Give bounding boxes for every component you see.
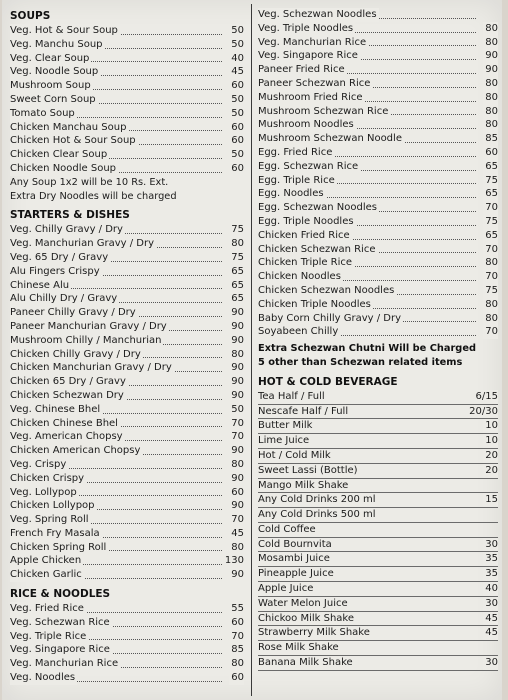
soups-note-2: Extra Dry Noodles will be charged <box>10 190 177 202</box>
menu-item-price: 50 <box>231 149 244 161</box>
menu-item-name: Chicken Manchau Soup <box>10 121 127 133</box>
menu-item-name: Veg. Spring Roll <box>10 514 89 526</box>
menu-item-name: Veg. Manchurian Rice <box>258 36 367 48</box>
menu-item <box>10 657 244 671</box>
menu-item-name: French Fry Masala <box>10 527 100 539</box>
menu-item-name: Chicken Schezwan Dry <box>10 389 124 401</box>
menu-item-price: 35 <box>485 568 498 580</box>
menu-item-name: Rose Milk Shake <box>258 642 339 654</box>
menu-item-price: 15 <box>485 494 498 506</box>
menu-item-price: 70 <box>231 431 244 443</box>
menu-item <box>258 449 498 464</box>
menu-item-name: Mushroom Chilly / Manchurian <box>10 334 162 346</box>
menu-item-name: Veg. Triple Rice <box>10 630 87 642</box>
menu-item-name: Butter Milk <box>258 420 313 432</box>
menu-item-price: 80 <box>485 105 498 117</box>
menu-item <box>258 243 498 257</box>
menu-item-name: Paneer Fried Rice <box>258 64 345 76</box>
menu-item-price: 60 <box>231 135 244 147</box>
menu-item-price: 50 <box>231 93 244 105</box>
menu-item-price: 90 <box>231 500 244 512</box>
soups-list <box>10 24 244 176</box>
menu-item <box>10 65 244 79</box>
menu-item-price: 50 <box>231 25 244 36</box>
menu-item-price: 80 <box>485 298 498 310</box>
menu-item <box>258 118 498 132</box>
menu-item <box>258 201 498 215</box>
menu-item <box>10 334 244 348</box>
menu-item-price: 60 <box>485 146 498 158</box>
menu-item-name: Chicken Triple Rice <box>258 257 353 269</box>
menu-item-price: 70 <box>485 326 498 338</box>
menu-item-name: Chicken Hot & Sour Soup <box>10 135 136 147</box>
menu-item-price: 70 <box>231 514 244 526</box>
menu-item-price: 85 <box>485 133 498 145</box>
menu-item-price: 50 <box>231 38 244 50</box>
menu-item-name: Egg. Schezwan Rice <box>258 160 359 172</box>
menu-item-name: Veg. Singapore Rice <box>258 50 358 62</box>
menu-item-name: Egg. Schezwan Noodles <box>258 202 377 214</box>
menu-item <box>10 616 244 630</box>
menu-item <box>10 79 244 93</box>
menu-item-price: 65 <box>485 188 498 200</box>
menu-item-price: 90 <box>231 445 244 457</box>
menu-item-price: 75 <box>485 284 498 296</box>
menu-item-name: Cold Coffee <box>258 523 316 535</box>
menu-item-price: 65 <box>485 160 498 172</box>
menu-item <box>258 77 498 91</box>
menu-item-price: 60 <box>231 616 244 628</box>
menu-item <box>258 105 498 119</box>
menu-item <box>258 656 498 671</box>
menu-item-price: 70 <box>485 243 498 255</box>
menu-item <box>10 148 244 162</box>
menu-item-price: 80 <box>485 36 498 48</box>
menu-item <box>10 630 244 644</box>
menu-item <box>10 24 244 38</box>
menu-item-price: 80 <box>231 348 244 360</box>
menu-item <box>258 63 498 77</box>
menu-item-name: Alu Chilly Dry / Gravy <box>10 293 118 305</box>
menu-item-price: 80 <box>485 312 498 324</box>
menu-item <box>258 419 498 434</box>
menu-item-price: 10 <box>485 420 498 432</box>
menu-item <box>258 582 498 597</box>
menu-item-name: Hot / Cold Milk <box>258 449 331 461</box>
beverage-list <box>258 390 498 671</box>
menu-item <box>258 22 498 36</box>
menu-item <box>258 508 498 523</box>
menu-item-price: 75 <box>485 215 498 227</box>
starters-heading: STARTERS & DISHES <box>10 209 130 222</box>
beverage-heading: HOT & COLD BEVERAGE <box>258 375 398 388</box>
extra-note-1: Extra Schezwan Chutni Will be Charged <box>258 343 476 355</box>
menu-item <box>10 361 244 375</box>
menu-item <box>10 237 244 251</box>
menu-item <box>10 265 244 279</box>
menu-item <box>10 554 244 568</box>
menu-item <box>258 312 498 326</box>
menu-item <box>10 389 244 403</box>
menu-item-name: Paneer Manchurian Gravy / Dry <box>10 320 167 332</box>
menu-item <box>10 541 244 555</box>
menu-item <box>10 134 244 148</box>
menu-item-name: Chicken 65 Dry / Gravy <box>10 376 126 388</box>
menu-item <box>10 602 244 616</box>
menu-item-price: 50 <box>231 403 244 415</box>
menu-item-price: 90 <box>231 334 244 346</box>
menu-item <box>258 298 498 312</box>
menu-item-price: 80 <box>231 541 244 553</box>
soups-note-1: Any Soup 1x2 will be 10 Rs. Ext. <box>10 176 169 188</box>
menu-item <box>258 612 498 627</box>
menu-item <box>10 279 244 293</box>
menu-item <box>10 472 244 486</box>
menu-item-name: Chicken Garlic <box>10 569 82 581</box>
menu-item-name: Strawberry Milk Shake <box>258 627 370 639</box>
menu-item-name: Chicken Fried Rice <box>258 229 350 241</box>
menu-item <box>258 256 498 270</box>
menu-item-price: 90 <box>231 569 244 581</box>
menu-item-name: Chicken Noodles <box>258 271 341 283</box>
menu-item-price: 65 <box>485 229 498 241</box>
menu-item <box>10 320 244 334</box>
menu-item-price: 35 <box>485 553 498 565</box>
menu-item-price: 75 <box>231 251 244 263</box>
menu-item-name: Apple Juice <box>258 583 314 595</box>
menu-item-price: 40 <box>231 52 244 64</box>
menu-item-name: Chicken Chinese Bhel <box>10 417 118 429</box>
menu-item-name: Chicken Crispy <box>10 472 85 484</box>
menu-item-name: Mushroom Fried Rice <box>258 91 363 103</box>
menu-item-name: Mosambi Juice <box>258 553 330 565</box>
menu-item <box>10 568 244 582</box>
menu-item <box>258 405 498 420</box>
menu-item <box>258 160 498 174</box>
menu-item <box>258 174 498 188</box>
menu-item-name: Paneer Chilly Gravy / Dry <box>10 307 136 319</box>
menu-item <box>10 162 244 176</box>
menu-item-price: 30 <box>485 657 498 669</box>
menu-item <box>10 527 244 541</box>
menu-item <box>258 597 498 612</box>
right-column <box>258 8 498 692</box>
menu-item-price: 80 <box>231 458 244 470</box>
menu-item <box>10 52 244 66</box>
menu-item-name: Egg. Triple Rice <box>258 174 335 186</box>
menu-item <box>258 91 498 105</box>
menu-item-name: Veg. 65 Dry / Gravy <box>10 251 109 263</box>
menu-item-price: 90 <box>231 362 244 374</box>
menu-item <box>258 270 498 284</box>
menu-item <box>10 223 244 237</box>
menu-item-name: Water Melon Juice <box>258 597 348 609</box>
menu-item-name: Veg. Singapore Rice <box>10 644 110 656</box>
menu-item <box>258 132 498 146</box>
menu-item <box>258 464 498 479</box>
menu-item-name: Chicken American Chopsy <box>10 445 141 457</box>
menu-item-price: 80 <box>485 91 498 103</box>
menu-item <box>10 375 244 389</box>
menu-item <box>258 493 498 508</box>
soups-heading: SOUPS <box>10 10 51 22</box>
menu-item <box>10 444 244 458</box>
menu-sheet <box>2 0 502 700</box>
menu-item-price: 60 <box>231 80 244 92</box>
menu-item-name: Chicken Schezwan Rice <box>258 243 376 255</box>
menu-item-price: 50 <box>231 107 244 119</box>
menu-item <box>10 292 244 306</box>
menu-item <box>258 36 498 50</box>
menu-item <box>10 107 244 121</box>
menu-item-price: 60 <box>231 672 244 684</box>
menu-item-price: 75 <box>485 174 498 186</box>
menu-item <box>10 486 244 500</box>
menu-item <box>258 567 498 582</box>
menu-item <box>10 403 244 417</box>
menu-item <box>10 513 244 527</box>
menu-item-price: 90 <box>231 376 244 388</box>
menu-item-price: 80 <box>485 77 498 89</box>
menu-item-price: 60 <box>231 486 244 498</box>
starters-list <box>10 223 244 582</box>
menu-item <box>10 430 244 444</box>
menu-item <box>258 8 498 22</box>
menu-item <box>10 643 244 657</box>
menu-item-price: 65 <box>231 293 244 305</box>
menu-item-price: 30 <box>485 597 498 609</box>
menu-item-name: Apple Chicken <box>10 555 82 567</box>
menu-item-name: Chicken Lollypop <box>10 500 95 512</box>
menu-item-name: Sweet Corn Soup <box>10 93 96 105</box>
menu-item-name: Cold Bournvita <box>258 538 332 550</box>
menu-item-name: Egg. Fried Rice <box>258 146 333 158</box>
menu-item-name: Veg. Fried Rice <box>10 603 84 615</box>
menu-item-name: Egg. Triple Noodles <box>258 215 354 227</box>
menu-item-name: Chicken Chilly Gravy / Dry <box>10 348 141 360</box>
menu-item <box>258 434 498 449</box>
menu-item-name: Veg. Noodles <box>10 672 76 684</box>
menu-item-price: 80 <box>485 119 498 131</box>
menu-item <box>10 671 244 685</box>
menu-item <box>258 187 498 201</box>
menu-item <box>10 38 244 52</box>
menu-item-price: 40 <box>485 583 498 595</box>
menu-item-price: 70 <box>231 630 244 642</box>
menu-item-price: 65 <box>231 279 244 291</box>
menu-item-price: 80 <box>485 22 498 34</box>
menu-item-price: 80 <box>231 658 244 670</box>
menu-item-name: Alu Fingers Crispy <box>10 265 100 277</box>
menu-item-price: 130 <box>224 555 244 567</box>
menu-item-name: Veg. Schezwan Rice <box>10 616 110 628</box>
menu-item-name: Mushroom Schezwan Rice <box>258 105 389 117</box>
menu-item-name: Veg. Hot & Sour Soup <box>10 25 118 36</box>
menu-item-price: 70 <box>231 417 244 429</box>
menu-item-price: 90 <box>231 320 244 332</box>
menu-item-price: 45 <box>485 612 498 624</box>
menu-item <box>10 348 244 362</box>
left-column <box>10 8 244 692</box>
menu-item-price: 70 <box>485 271 498 283</box>
menu-item-name: Soyabeen Chilly <box>258 326 339 338</box>
menu-item-price: 20 <box>485 449 498 461</box>
menu-item-name: Veg. Crispy <box>10 458 67 470</box>
menu-item-name: Lime Juice <box>258 435 310 447</box>
menu-item <box>10 93 244 107</box>
menu-item-name: Chicken Triple Noodles <box>258 298 371 310</box>
menu-item-name: Baby Corn Chilly Gravy / Dry <box>258 312 402 324</box>
menu-item-name: Mushroom Soup <box>10 80 91 92</box>
menu-item-price: 60 <box>231 162 244 174</box>
menu-item <box>258 523 498 538</box>
menu-item-name: Tea Half / Full <box>258 390 325 402</box>
noodles-list <box>258 8 498 339</box>
menu-item-name: Veg. Clear Soup <box>10 52 90 64</box>
menu-item-price: 30 <box>485 538 498 550</box>
column-divider <box>251 4 252 696</box>
menu-item-price: 45 <box>231 527 244 539</box>
menu-item-price: 20 <box>485 464 498 476</box>
menu-item <box>258 146 498 160</box>
menu-item-name: Veg. Manchurian Rice <box>10 658 119 670</box>
menu-item-price: 90 <box>231 307 244 319</box>
menu-item-price: 90 <box>231 389 244 401</box>
menu-item-name: Chicken Manchurian Gravy / Dry <box>10 362 172 374</box>
menu-item-name: Veg. Schezwan Noodles <box>258 9 377 20</box>
menu-item-price: 10 <box>485 435 498 447</box>
menu-item-price: 65 <box>231 265 244 277</box>
menu-item-name: Chinese Alu <box>10 279 70 291</box>
menu-item-name: Veg. Noodle Soup <box>10 66 99 78</box>
menu-item-price: 60 <box>231 121 244 133</box>
menu-item-name: Chicken Spring Roll <box>10 541 107 553</box>
menu-item-name: Chickoo Milk Shake <box>258 612 355 624</box>
menu-item <box>10 251 244 265</box>
menu-item-name: Veg. Lollypop <box>10 486 77 498</box>
rice-list <box>10 602 244 685</box>
menu-item-name: Nescafe Half / Full <box>258 405 349 417</box>
menu-item <box>258 49 498 63</box>
menu-item <box>10 499 244 513</box>
menu-item-price: 55 <box>231 603 244 615</box>
menu-item-name: Veg. Manchu Soup <box>10 38 103 50</box>
menu-item <box>258 552 498 567</box>
menu-item <box>258 325 498 339</box>
menu-item-price: 6/15 <box>475 390 498 402</box>
extra-note-2: 5 other than Schezwan related items <box>258 356 463 368</box>
menu-item-price: 45 <box>231 66 244 78</box>
menu-item-price: 45 <box>485 627 498 639</box>
menu-item <box>258 626 498 641</box>
menu-item-name: Tomato Soup <box>10 107 75 119</box>
menu-item <box>258 215 498 229</box>
menu-item <box>258 479 498 494</box>
menu-item-price: 85 <box>231 644 244 656</box>
menu-item <box>258 641 498 656</box>
menu-item-price: 90 <box>485 50 498 62</box>
menu-item-name: Veg. Manchurian Gravy / Dry <box>10 238 155 250</box>
menu-item-name: Paneer Schezwan Rice <box>258 77 371 89</box>
menu-item-name: Veg. American Chopsy <box>10 431 123 443</box>
menu-item-name: Mushroom Schezwan Noodle <box>258 133 402 145</box>
menu-item <box>258 538 498 553</box>
menu-item-name: Any Cold Drinks 500 ml <box>258 509 376 521</box>
menu-item-name: Any Cold Drinks 200 ml <box>258 494 376 506</box>
menu-item <box>10 121 244 135</box>
menu-item-name: Chicken Schezwan Noodles <box>258 284 395 296</box>
menu-item-name: Chicken Clear Soup <box>10 149 108 161</box>
menu-item-price: 75 <box>231 224 244 236</box>
menu-item <box>10 306 244 320</box>
menu-item-price: 70 <box>485 202 498 214</box>
menu-item-price: 90 <box>231 472 244 484</box>
menu-item-name: Mushroom Noodles <box>258 119 354 131</box>
menu-item-price: 90 <box>485 64 498 76</box>
menu-item <box>10 458 244 472</box>
menu-item-name: Sweet Lassi (Bottle) <box>258 464 358 476</box>
menu-item <box>258 284 498 298</box>
menu-item-price: 80 <box>231 238 244 250</box>
menu-item <box>10 417 244 431</box>
menu-item <box>258 390 498 405</box>
menu-item-name: Veg. Triple Noodles <box>258 22 354 34</box>
menu-item-name: Veg. Chinese Bhel <box>10 403 101 415</box>
menu-item-price: 80 <box>485 257 498 269</box>
menu-item-name: Chicken Noodle Soup <box>10 162 117 174</box>
menu-item-name: Veg. Chilly Gravy / Dry <box>10 224 123 236</box>
menu-item-name: Egg. Noodles <box>258 188 324 200</box>
rice-heading: RICE & NOODLES <box>10 588 111 601</box>
menu-item <box>258 229 498 243</box>
menu-item-price: 20/30 <box>469 405 498 417</box>
menu-item-name: Pineapple Juice <box>258 568 334 580</box>
menu-item-name: Mango Milk Shake <box>258 479 349 491</box>
menu-item-name: Banana Milk Shake <box>258 657 353 669</box>
